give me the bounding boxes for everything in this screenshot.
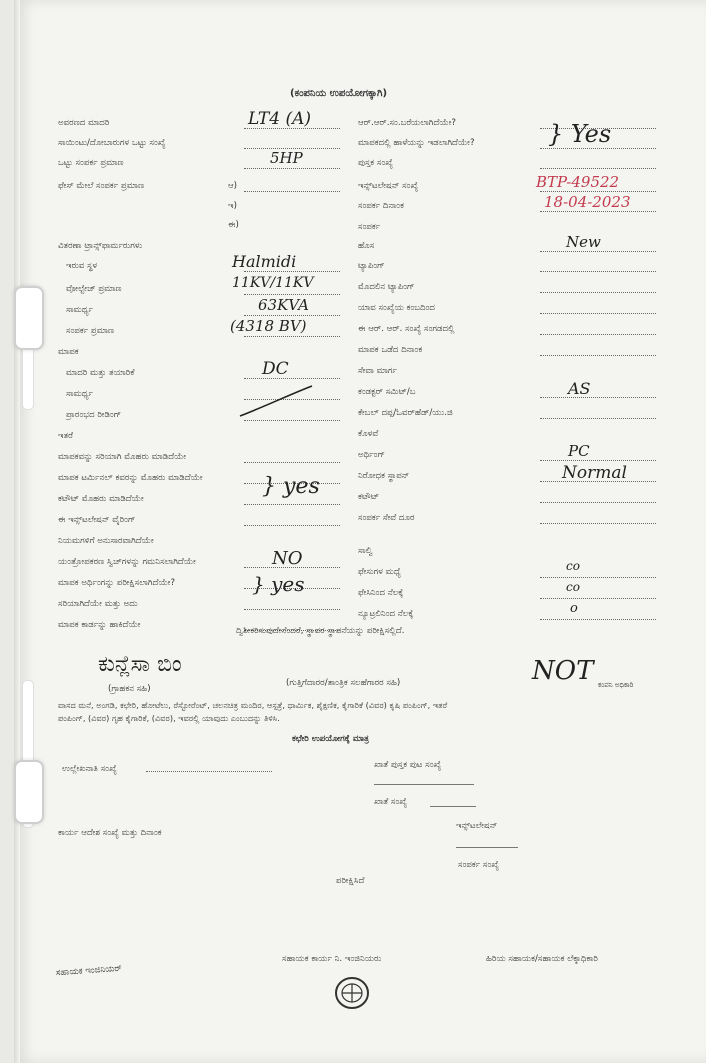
right-field-dotted-line (540, 168, 656, 169)
left-field-label: ಒಟ್ಟು ಸಂಪರ್ಕ ಪ್ರಮಾಣ (58, 158, 124, 168)
right-field-handwritten-value: AS (568, 379, 591, 398)
installation-line (456, 847, 518, 848)
right-field-label: ನಿರೋಧಕ ಸ್ಥಾಪನ್ (358, 471, 410, 481)
office-use-title: ಕಛೇರಿ ಉಪಯೋಗಕ್ಕೆ ಮಾತ್ರ (292, 734, 369, 744)
right-field-handwritten-value: co (566, 559, 580, 573)
form-title: (ಕಂಪನಿಯ ಉಪಯೋಗಕ್ಕಾಗಿ) (290, 88, 388, 99)
phase-mark-c: ಈ) (228, 220, 239, 230)
reference-number-label: ಉಲ್ಲೇಖನಾತಿ ಸಂಖ್ಯೆ (62, 764, 117, 774)
left-field-label: ಪ್ರಾರಂಭದ ರೀಡಿಂಗ್ (66, 410, 122, 420)
right-field-dotted-line (540, 191, 656, 192)
binder-clip-top (14, 286, 44, 350)
right-field-label: ಮಾಪಕದಲ್ಲಿ ಹಾಳೆಯನ್ನು ಇಡಲಾಗಿದೆಯೇ? (358, 138, 475, 148)
right-field-handwritten-value: BTP-49522 (536, 173, 620, 191)
right-field-label: ಸಂಪರ್ಕ ದಿನಾಂಕ (358, 201, 404, 211)
left-field-label: ಕಟೌಟ್ ಮೊಹರು ಮಾಡಿದೆಯೇ (58, 494, 144, 504)
right-field-handwritten-value: 18-04-2023 (544, 193, 631, 211)
right-field-label: ಫೇಸಿನಿಂದ ನೆಲಕ್ಕೆ (358, 588, 404, 598)
right-field-dotted-line (540, 292, 656, 293)
left-field-label: ಯಂತ್ರೋಪಕರಣ ಸ್ವಿಚ್‌ಗಳನ್ನು ಗಮನಿಸಲಾಗಿದೆಯೇ (58, 557, 196, 567)
left-field-label: ಸಾಮರ್ಥ್ಯ (66, 305, 93, 315)
left-field-dotted-line (244, 525, 340, 526)
right-field-label: ಈ ಆರ್. ಆರ್. ಸಂಖ್ಯೆ ಸಂಗಡದಲ್ಲಿ (358, 324, 455, 334)
right-field-dotted-line (540, 460, 656, 461)
right-field-dotted-line (540, 313, 656, 314)
left-field-label: ಸರಿಯಾಗಿದೆಯೇ ಮತ್ತು ಅದು (58, 599, 138, 609)
left-field-dotted-line (244, 168, 340, 169)
right-field-dotted-line (540, 397, 656, 398)
left-field-label: ಮಾಪಕ (58, 347, 79, 357)
left-field-label: ಈ ಇನ್ಸ್‌ಟಲೇಷನ್ ವೈರಿಂಗ್ (58, 515, 136, 525)
left-field-label: ಮಾದರಿ ಮತ್ತು ತಯಾರಿಕೆ (66, 368, 135, 378)
installation-label: ಇನ್ಸ್‌ಟಲೇಷನ್ (456, 821, 498, 831)
left-field-label: ಸಾಯಿಂಟು/ದೋಬಾರುಗಳ ಒಟ್ಟು ಸಂಖ್ಯೆ (58, 138, 166, 148)
left-field-label: ಮಾಪಕ ಅರ್ಥಿಂಗನ್ನು ಪರೀಕ್ಷಿಸಲಾಗಿದೆಯೇ? (58, 578, 176, 588)
official-signature: NOT (532, 656, 594, 686)
account-number-label: ಖಾತೆ ಸಂಖ್ಯೆ (374, 797, 408, 807)
left-field-label: ಫೇಸ್ ಮೇಲೆ ಸಂಪರ್ಕ ಪ್ರಮಾಣ (58, 181, 145, 191)
left-field-label: ಸಾಮರ್ಥ್ಯ (66, 389, 93, 399)
right-field-label: ಅರ್ಥಿಂಗ್ (358, 450, 385, 460)
right-field-label: ಇನ್ಸ್‌ಟಲೇಷನ್ ಸಂಖ್ಯೆ (358, 181, 419, 191)
right-field-dotted-line (540, 148, 656, 149)
left-field-label: ವೋಲ್ಟೇಜ್ ಪ್ರಮಾಣ (66, 284, 122, 294)
left-field-dotted-line (244, 378, 340, 379)
book-page-line (374, 784, 474, 785)
right-field-dotted-line (540, 271, 656, 272)
consumer-signature: ಕುನ್ಲೆಸಾ ಬಿಂ (98, 652, 182, 677)
left-field-dotted-line (244, 191, 340, 192)
right-field-dotted-line (540, 598, 656, 599)
right-field-label: ಕೊಳವೆ (358, 429, 379, 439)
test-declaration: ದ್ವಿಶೀಕರಿಸುವುದೇನೆಂದರೆ, ಸ್ಥಾವರ ಸ್ಥಾಪನೆಯನ್ನು ಪರೀಕ್ಷಿಸಲ್ಲಿದೆ. (236, 626, 405, 636)
right-field-label: ಟ್ಯಾಪಿಂಗ್ (358, 261, 385, 271)
left-field-label: ಮಾಪಕ ಟರ್ಮಿನಲ್ ಕವರನ್ನು ಮೊಹರು ಮಾಡಿದೆಯೇ (58, 473, 203, 483)
left-field-handwritten-value: 11KV/11KV (232, 275, 314, 291)
right-field-label: ಮಾಪಕ ಒಡೆದ ದಿನಾಂಕ (358, 345, 423, 355)
left-field-label: ಮಾಪಕವನ್ನು ಸರಿಯಾಗಿ ಮೊಹರು ಮಾಡಿದೆಯೇ (58, 452, 187, 462)
right-field-label: ಕಂಡಕ್ಟರ್ ಸಮಿಟ್/ಬ (358, 387, 416, 397)
left-field-dotted-line (244, 462, 340, 463)
official-signature-caption: ಕಂಪನಿ ಅಧಿಕಾರಿ (598, 681, 634, 689)
right-field-label: ಸೇವಾ ಮಾರ್ಗ (358, 366, 397, 376)
verified-label: ಪರೀಕ್ಷಿಸಿದೆ (336, 876, 365, 886)
left-field-handwritten-value: LT4 (A) (248, 109, 312, 129)
left-field-dotted-line (244, 271, 340, 272)
contractor-signature-caption: (ಗುತ್ತಿಗೆದಾರರ/ತಾಂತ್ರಿಕ ಸಲಹೆಗಾರರ ಸಹಿ) (286, 678, 401, 688)
right-field-handwritten-value: o (570, 601, 578, 616)
phase-mark-a: ಆ) (228, 181, 238, 191)
purpose-note-line-2: ಪಂಪಿಂಗ್, (ವಿವರ) ಗೃಹ ಕೈಗಾರಿಕೆ, (ವಿವರ), ಇವರಲ್ಲಿ ಯಾವುದು ಎಂಬುದನ್ನು ತಿಳಿಸಿ. (58, 713, 280, 723)
book-page-label: ಖಾತೆ ಪುಸ್ತಕ ಪುಟ ಸಂಖ್ಯೆ (374, 760, 442, 770)
right-field-dotted-line (540, 523, 656, 524)
right-field-dotted-line (540, 334, 656, 335)
right-field-dotted-line (540, 577, 656, 578)
right-field-dotted-line (540, 619, 656, 620)
binder-clip-bottom (14, 760, 44, 824)
left-field-dotted-line (244, 609, 340, 610)
work-order-label: ಕಾರ್ಯ ಆದೇಶ ಸಂಖ್ಯೆ ಮತ್ತು ದಿನಾಂಕ (58, 828, 162, 838)
right-field-handwritten-value: PC (568, 442, 590, 460)
handwritten-brace-yes-right: } Yes (548, 120, 612, 148)
right-field-label: ನ್ಯೂಟ್ರಲಿನಿಂದ ನೆಲಕ್ಕೆ (358, 609, 414, 619)
right-field-handwritten-value: Normal (562, 463, 627, 483)
left-field-dotted-line (244, 315, 340, 316)
right-field-label: ಕೇಬಲ್ ದಪ್ಪ/ಓವರ್‌ಹೆಡ್/ಯು.ಜಿ (358, 408, 453, 418)
right-field-label: ಪುಸ್ತಕ ಸಂಖ್ಯೆ (358, 158, 394, 168)
right-field-label: ಆರ್.ಆರ್.ಸಂ.ಬರೆಯಲಾಗಿದೆಯೇ? (358, 118, 456, 128)
assistant-engineer-label: ಸಹಾಯಕ ಇಂಜಿನಿಯರ್ (55, 963, 123, 979)
handwritten-strike (236, 384, 316, 420)
company-logo-seal (334, 976, 370, 1010)
left-field-dotted-line (244, 294, 340, 295)
left-field-handwritten-value: (4318 BV) (230, 317, 307, 335)
reference-number-line (146, 771, 272, 772)
handwritten-brace-yes-2: } yes (252, 572, 305, 596)
right-field-handwritten-value: New (566, 233, 601, 251)
left-field-label: ವಿತರಣಾ ಟ್ರಾನ್ಸ್‌ಫಾರ್ಮರುಗಳು (58, 241, 143, 251)
left-field-label: ಇತರೆ (58, 431, 74, 441)
consumer-signature-caption: (ಗ್ರಾಹಕನ ಸಹಿ) (108, 684, 151, 694)
right-field-dotted-line (540, 418, 656, 419)
right-field-label: ಸಾಲ್ವಿ (358, 546, 373, 556)
right-field-label: ಸಂಪರ್ಕ (358, 222, 381, 232)
left-field-handwritten-value: 63KVA (258, 296, 309, 314)
right-field-dotted-line (540, 355, 656, 356)
right-field-handwritten-value: co (566, 580, 580, 594)
left-field-label: ಇರುವ ಸ್ಥಳ (66, 261, 98, 271)
left-field-handwritten-value: NO (272, 548, 303, 569)
left-field-dotted-line (244, 420, 340, 421)
right-field-label: ಮೊದಲಿನ ಟ್ಯಾಪಿಂಗ್ (358, 282, 415, 292)
right-field-dotted-line (540, 211, 656, 212)
right-field-label: ಯಾವ ಸಂಖ್ಯೆಯ ಕಂಬದಿಂದ (358, 303, 435, 313)
handwritten-brace-yes-1: } yes (262, 474, 320, 499)
left-field-handwritten-value: 5HP (270, 149, 303, 167)
connection-number-label: ಸಂಪರ್ಕ ಸಂಖ್ಯೆ (458, 860, 500, 870)
left-field-label: ಅವರಣದ ಮಾದರಿ (58, 118, 110, 128)
left-field-handwritten-value: DC (262, 359, 289, 379)
right-field-label: ಸಂಪರ್ಕ ಸೇವೆ ದೂರ (358, 513, 415, 523)
left-field-label: ಮಾಪಕ ಕಾರ್ಡನ್ನು ಹಾಕಿದೆಯೇ (58, 620, 141, 630)
right-field-dotted-line (540, 502, 656, 503)
left-field-label: ಸಂಪರ್ಕ ಪ್ರಮಾಣ (66, 326, 115, 336)
right-field-label: ಹೊಸ (358, 241, 375, 251)
phase-mark-b: ಇ) (228, 201, 237, 211)
purpose-note-line-1: ವಾಸದ ಮನೆ, ಅಂಗಡಿ, ಕಛೇರಿ, ಹೋಟೆಲು, ರೆಸ್ಟೋರೆಂಟ್, ಚಲನಚಿತ್ರ ಮಂದಿರ, ಆಸ್ಪತ್ರೆ, ಧಾರ್ಮಿಕ, ಶೈಕ್ಷಣಿಕ, ಕೈಗಾರಿಕೆ (ವಿವರ) ಕೃಷಿ ಪಂಪಿಂಗ್, ಇತರೆ (58, 700, 448, 710)
left-field-label: ನಿಯಮಗಳಿಗೆ ಅನುಸಾರವಾಗಿದೆಯೇ (58, 536, 154, 546)
page-fold (14, 0, 20, 1063)
right-field-label: ಫೇಸುಗಳ ಮಧ್ಯೆ (358, 567, 401, 577)
account-number-line (430, 806, 476, 807)
asst-exec-engineer-label: ಸಹಾಯಕ ಕಾರ್ಯ ನಿ. ಇಂಜಿನಿಯರು (282, 954, 382, 964)
left-field-dotted-line (244, 336, 340, 337)
left-field-handwritten-value: Halmidi (232, 252, 297, 271)
left-field-dotted-line (244, 504, 340, 505)
junior-accounts-label: ಹಿರಿಯ ಸಹಾಯಕ/ಸಹಾಯಕ ಲೆಕ್ಕಾಧಿಕಾರಿ (486, 954, 598, 964)
right-field-dotted-line (540, 251, 656, 252)
right-field-label: ಕಟೌಟ್ (358, 492, 380, 502)
